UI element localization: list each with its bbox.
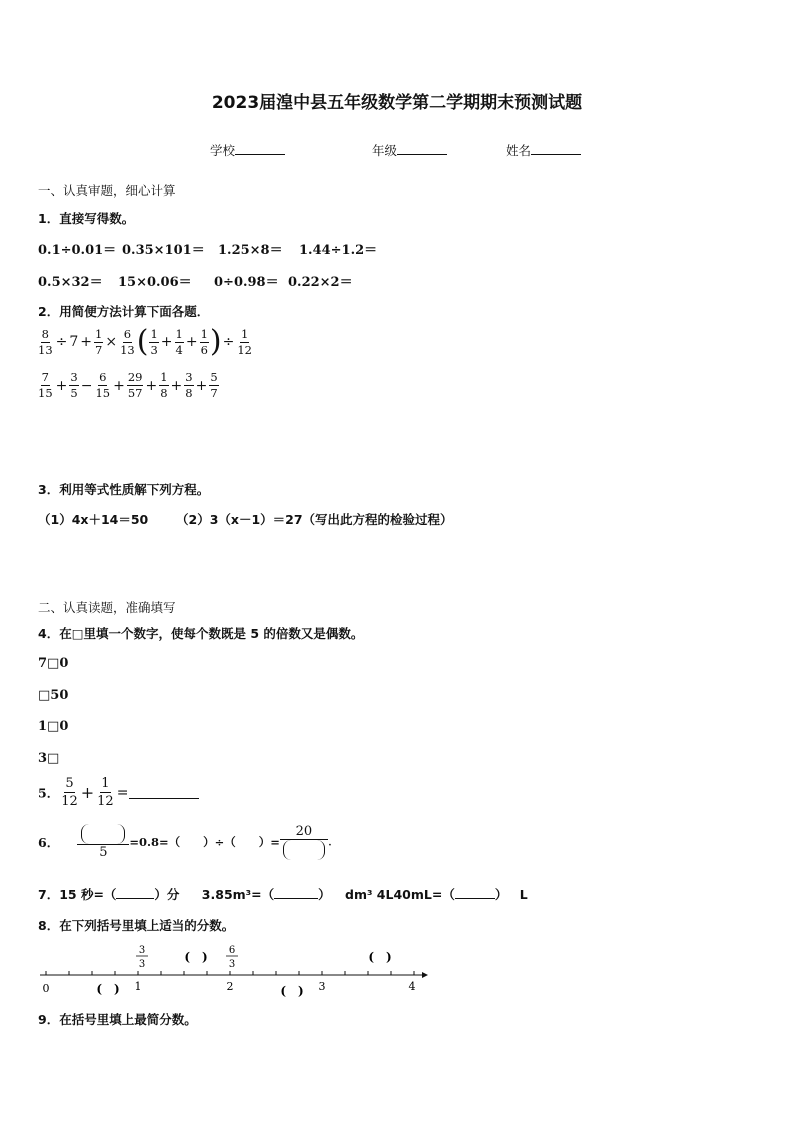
q4-item-1: 7□0 xyxy=(38,656,69,671)
fraction: $\frac{1}{4}$ xyxy=(175,326,183,357)
fraction-numerator: 6 xyxy=(228,945,236,956)
number-line-ticks xyxy=(46,971,414,975)
q7-blank-2[interactable] xyxy=(274,898,318,899)
fraction: $\frac{3}{8}$ xyxy=(185,370,193,400)
fraction-denominator: 3 xyxy=(228,959,236,970)
q3-equation-2: （2）3（x－1）＝27（写出此方程的检验过程） xyxy=(176,512,453,527)
tick-label: 4 xyxy=(408,980,416,993)
name-blank[interactable] xyxy=(531,154,581,155)
q2-expression-1: $\frac{8}{13}$ ÷ 7 + $\frac{1}{7}$ × $\frac{6}{13}$ ( $\frac{1}{3}$ + $\frac{1}{4}$ + $\frac{1}{6}$ )÷ $\frac{1}{12}$ xyxy=(38,324,252,359)
fraction: $\frac{1}{7}$ xyxy=(95,326,103,357)
q6-blank-denominator[interactable] xyxy=(283,840,325,860)
tick-label: 3 xyxy=(318,980,326,993)
fraction: $\frac{7}{15}$ xyxy=(38,370,53,400)
answer-paren[interactable]: ( ) xyxy=(96,982,120,996)
q1-r2-c1: 0.5×32＝ xyxy=(38,275,103,290)
q4-item-4: 3□ xyxy=(38,751,60,766)
school-field xyxy=(210,141,285,159)
q6-number: 6． xyxy=(38,835,60,850)
q7-text: 7．15 秒=（ ）分 3.85m³=（ ） dm³ 4L40mL=（ ） L xyxy=(38,887,528,902)
q6-left-fraction: 5 xyxy=(77,824,129,860)
fraction: $\frac{6}{15}$ xyxy=(95,370,111,400)
school-blank[interactable] xyxy=(235,154,285,155)
fraction: $\frac{3}{5}$ xyxy=(70,370,78,400)
q6-right-fraction: 20 xyxy=(280,824,328,860)
tick-label: 0 xyxy=(42,982,50,995)
q5-number: 5． xyxy=(38,785,60,801)
q1-r1-c3: 1.25×8＝ xyxy=(218,243,283,258)
fraction: $\frac{8}{13}$ xyxy=(38,326,53,357)
grade-field xyxy=(372,141,447,159)
q3-equation-1: （1）4x＋14＝50 xyxy=(38,512,149,527)
answer-paren[interactable]: ( ) xyxy=(368,950,392,964)
q8-label: 8．在下列括号里填上适当的分数。 xyxy=(38,918,235,933)
fraction: $\frac{1}{12}$ xyxy=(97,776,114,809)
q4-label: 4．在□里填一个数字，使每个数既是 5 的倍数又是偶数。 xyxy=(38,626,364,641)
fraction: $\frac{5}{7}$ xyxy=(210,370,218,400)
q1-r1-c2: 0.35×101＝ xyxy=(122,243,205,258)
fraction: $\frac{6}{13}$ xyxy=(120,326,135,357)
name-field xyxy=(506,141,581,159)
tick-label: 2 xyxy=(226,980,234,993)
number-line-arrow xyxy=(422,972,428,978)
q7-blank-1[interactable] xyxy=(116,898,154,899)
name-label: 姓名 xyxy=(506,143,532,158)
q1-r2-c3: 0÷0.98＝ xyxy=(214,275,279,290)
fraction-denominator: 3 xyxy=(138,959,146,970)
fraction: $\frac{1}{6}$ xyxy=(200,326,208,357)
q6-blank-numerator[interactable] xyxy=(81,824,125,844)
school-label: 学校 xyxy=(210,143,236,158)
answer-paren[interactable]: ( ) xyxy=(184,950,208,964)
q2-expression-2: $\frac{7}{15}$ + $\frac{3}{5}$ − $\frac{6}{15}$ + $\frac{29}{57}$ + $\frac{1}{8}$ + $\frac{3}{8}$ + $\frac{5}{7}$ xyxy=(38,370,218,400)
q1-r2-c2: 15×0.06＝ xyxy=(118,275,192,290)
q3-label: 3．利用等式性质解下列方程。 xyxy=(38,482,210,497)
answer-paren[interactable]: ( ) xyxy=(280,984,304,998)
q5-expression: 5． $\frac{5}{12}$ + $\frac{1}{12}$ = xyxy=(38,776,199,809)
section2-heading: 二、认真读题，准确填写 xyxy=(38,600,176,615)
q1-r1-c4: 1.44÷1.2＝ xyxy=(299,243,378,258)
q5-answer-blank[interactable] xyxy=(129,798,199,799)
fraction: $\frac{1}{3}$ xyxy=(150,326,158,357)
fraction: $\frac{1}{12}$ xyxy=(237,326,252,357)
tick-label: 1 xyxy=(134,980,142,993)
grade-label: 年级 xyxy=(372,143,398,158)
section1-heading: 一、认真审题，细心计算 xyxy=(38,183,176,198)
q8-number-line xyxy=(36,940,436,1002)
fraction-numerator: 3 xyxy=(138,945,146,956)
q6-middle: =0.8=（ ）÷（ ）= xyxy=(129,835,280,849)
q4-item-2: □50 xyxy=(38,688,69,703)
page-title: 2023届湟中县五年级数学第二学期期末预测试题 xyxy=(211,93,583,113)
fraction: $\frac{1}{8}$ xyxy=(160,370,168,400)
q6-expression: 6． 5 =0.8=（ ）÷（ ）= 20 . xyxy=(38,824,333,860)
q4-item-3: 1□0 xyxy=(38,719,69,734)
q1-label: 1．直接写得数。 xyxy=(38,211,135,226)
q2-label: 2．用简便方法计算下面各题． xyxy=(38,304,210,319)
q1-r2-c4: 0.22×2＝ xyxy=(288,275,353,290)
q7-blank-3[interactable] xyxy=(455,898,495,899)
fraction: $\frac{5}{12}$ xyxy=(61,776,78,809)
q1-r1-c1: 0.1÷0.01＝ xyxy=(38,243,117,258)
fraction: $\frac{29}{57}$ xyxy=(127,370,143,400)
grade-blank[interactable] xyxy=(397,154,447,155)
q9-label: 9．在括号里填上最简分数。 xyxy=(38,1012,197,1027)
